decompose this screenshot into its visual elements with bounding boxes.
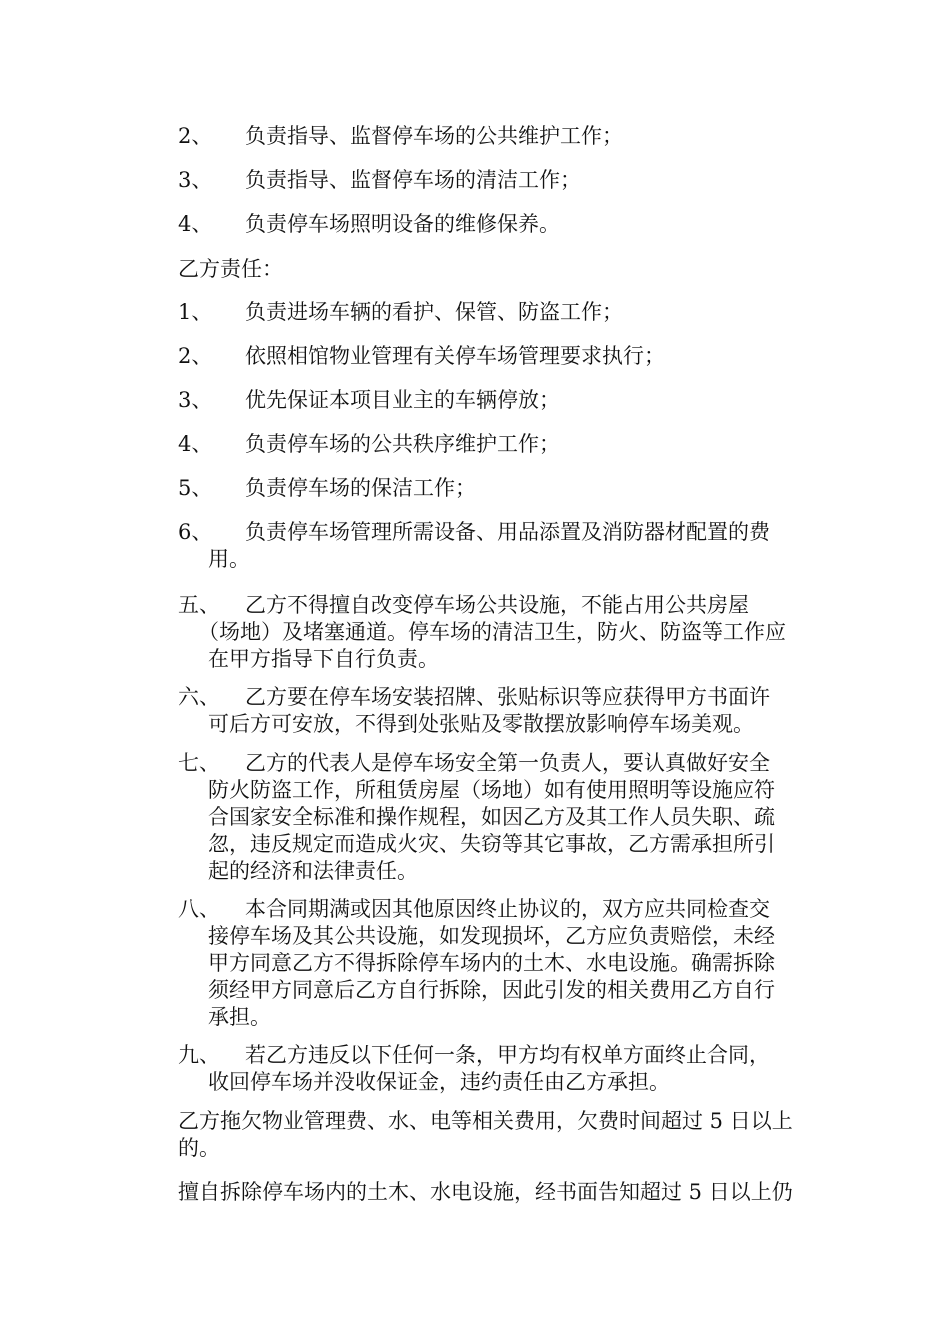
item-number: 2、	[178, 124, 213, 148]
item-text: 负责停车场管理所需设备、用品添置及消防器材配置的费	[245, 520, 770, 544]
item-number: 6、	[178, 520, 213, 544]
item-text: 负责停车场的保洁工作；	[245, 476, 476, 500]
item-text-continued: 用。	[208, 547, 250, 571]
clause-text: 本合同期满或因其他原因终止协议的，双方应共同检查交	[245, 897, 770, 921]
section-heading: 乙方责任：	[178, 257, 283, 281]
clause-text-continued: 防火防盗工作，所租赁房屋（场地）如有使用照明等设施应符	[208, 778, 775, 802]
item-number: 2、	[178, 344, 213, 368]
item-number: 4、	[178, 212, 213, 236]
clause-text-continued: 在甲方指导下自行负责。	[208, 647, 439, 671]
clause-number: 七、	[178, 751, 220, 775]
clause-text-continued: 甲方同意乙方不得拆除停车场内的土木、水电设施。确需拆除	[208, 951, 775, 975]
item-number: 3、	[178, 388, 213, 412]
item-number: 1、	[178, 300, 213, 324]
item-number: 5、	[178, 476, 213, 500]
clause-text: 乙方的代表人是停车场安全第一负责人，要认真做好安全	[245, 751, 770, 775]
item-text: 负责指导、监督停车场的清洁工作；	[245, 168, 581, 192]
clause-text-continued: 接停车场及其公共设施，如发现损坏，乙方应负责赔偿，未经	[208, 924, 775, 948]
item-text: 负责停车场的公共秩序维护工作；	[245, 432, 560, 456]
clause-text-continued: 起的经济和法律责任。	[208, 859, 418, 883]
clause-text: 若乙方违反以下任何一条，甲方均有权单方面终止合同，	[245, 1043, 770, 1067]
paragraph-line: 乙方拖欠物业管理费、水、电等相关费用，欠费时间超过 5 日以上	[178, 1109, 793, 1133]
paragraph-line: 的。	[178, 1136, 220, 1160]
item-text: 依照相馆物业管理有关停车场管理要求执行；	[245, 344, 665, 368]
clause-number: 八、	[178, 897, 220, 921]
clause-text-continued: 可后方可安放，不得到处张贴及零散摆放影响停车场美观。	[208, 712, 754, 736]
item-text: 负责停车场照明设备的维修保养。	[245, 212, 560, 236]
clause-text-continued: 承担。	[208, 1005, 271, 1029]
clause-number: 五、	[178, 593, 220, 617]
item-text: 负责指导、监督停车场的公共维护工作；	[245, 124, 623, 148]
clause-text-continued: 合国家安全标准和操作规程，如因乙方及其工作人员失职、疏	[208, 805, 775, 829]
item-text: 优先保证本项目业主的车辆停放；	[245, 388, 560, 412]
clause-text-continued: （场地）及堵塞通道。停车场的清洁卫生，防火、防盗等工作应	[198, 620, 786, 644]
clause-number: 六、	[178, 685, 220, 709]
item-text: 负责进场车辆的看护、保管、防盗工作；	[245, 300, 623, 324]
clause-text-continued: 收回停车场并没收保证金，违约责任由乙方承担。	[208, 1070, 670, 1094]
clause-number: 九、	[178, 1043, 220, 1067]
clause-text-continued: 忽，违反规定而造成火灾、失窃等其它事故，乙方需承担所引	[208, 832, 775, 856]
item-number: 3、	[178, 168, 213, 192]
clause-text-continued: 须经甲方同意后乙方自行拆除，因此引发的相关费用乙方自行	[208, 978, 775, 1002]
clause-text: 乙方不得擅自改变停车场公共设施，不能占用公共房屋	[245, 593, 749, 617]
item-number: 4、	[178, 432, 213, 456]
paragraph-line: 擅自拆除停车场内的土木、水电设施，经书面告知超过 5 日以上仍	[178, 1180, 793, 1204]
clause-text: 乙方要在停车场安装招牌、张贴标识等应获得甲方书面许	[245, 685, 770, 709]
